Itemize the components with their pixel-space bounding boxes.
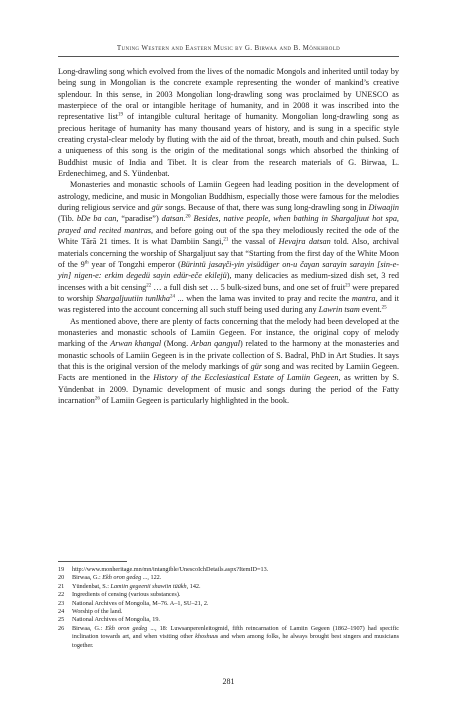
text-run: were prepared to worship (58, 282, 399, 303)
text-run: As mentioned above, there are plenty of facts concerning that the melody had been developed at the monasteries and monastic schools of Lamiin Gegeen. For instance, the original copy of melody marking of the (58, 316, 399, 349)
footnote-ref: th (84, 260, 89, 266)
italic-run: gür (250, 361, 263, 371)
footnote-number: 20 (58, 574, 65, 582)
text-run: , as written by S. Yündenbat in 2009. Dynamic development of music and songs during the period of the Fatty incarnation (58, 373, 399, 405)
footnote (58, 583, 399, 591)
italic-run: khoshuu (195, 633, 216, 641)
text-run: , “paradise”) (116, 214, 162, 224)
footnotes (58, 566, 399, 650)
footnote-ref: 25 (381, 305, 387, 311)
text-run: event. (359, 305, 382, 315)
text-run: of intangible cultural heritage of humanity. Mongolian long-drawling song as precious heritage of humanity has many thousand years of history, and is sung in a specific style creating crystal-clear melody by fluting with the aid of the throat, breath, mouth and chin pulsed. Such a uniqueness of this song is the origin of the meditational songs which absorbed the thinking of Buddhist music of India and Tibet. It is clear from the research materials of G. Birwaa, L. Erdenechimeg, and S. Yündenbat. (58, 112, 399, 179)
italic-run: Lamiin gegeenii shawiin tüükh (110, 582, 187, 590)
italic-run: Arban qangγal (190, 339, 241, 349)
italic-run: Lawrin tsam (318, 305, 360, 315)
footnote (58, 616, 399, 624)
text-run: Monasteries and monastic schools of Lamiin Gegeen had leading position in the development of astrology, medicine, and music in Mongolian Buddhism, especially those were famous for the melodies during religious service and (58, 180, 399, 213)
text-run: of Lamiin Gegeen is particularly highlighted in the book. (99, 395, 290, 405)
italic-run: Arwan khangal (110, 339, 162, 349)
footnote-text (72, 625, 399, 650)
text-run: Birwaa, G.: (72, 574, 103, 582)
italic-run: Bürintü jasaγči-yin yisüdüger on-u čaγan sarayin sarayin [sin-e-yin] nigen-e: erkim degedü sayin edür-eče ekilejü (58, 259, 399, 281)
paragraph (58, 179, 399, 315)
footnote-ref: 22 (146, 282, 152, 288)
text-run: s and when among folks, he always brought best singers and musicians together. (72, 633, 399, 649)
footnote-text (72, 566, 399, 574)
footnote-ref: 21 (223, 237, 229, 243)
text-run: told. Also, archival materials concerning the worship of Shargaljuut say that “Starting from the first day of the White Moon of the 9 (58, 237, 399, 269)
footnote (58, 574, 399, 582)
text-run: the vassal of (228, 237, 279, 247)
footnote-text (72, 574, 399, 582)
footnote-text (72, 616, 399, 624)
paragraph (58, 316, 399, 407)
footnote-number: 23 (58, 599, 65, 607)
italic-run: Ekh oron gedeg (102, 574, 142, 582)
text-run: , 142. (186, 582, 201, 590)
footnote-ref: 20 (185, 214, 191, 220)
footnote (58, 591, 399, 599)
text-run: (Tib. (58, 214, 77, 224)
text-run: , and before going out of the spa they melodiously recited the ode of the White Tārā 21 times. It is what Dambiin Sangi, (58, 225, 399, 247)
text-run: Yündenbat, S.: (72, 582, 111, 590)
footnote-text (72, 583, 399, 591)
main-text (58, 66, 399, 406)
italic-run: gür (151, 203, 163, 213)
text-run: Ingredients of censing (various substances). (72, 591, 181, 599)
italic-run: Besides, native people, when bathing in Shargaljuut hot spa, prayed and recited mantras (58, 214, 399, 235)
footnote-ref: 23 (345, 282, 351, 288)
footnote-text (72, 591, 399, 599)
text-run: Birwaa, G.: (72, 624, 106, 632)
text-run: ... when the lama was invited to pray and recite the (174, 293, 352, 303)
footnote (58, 566, 399, 574)
text-run: Worship of the land. (72, 608, 123, 616)
text-run: ..., 18: Luwsanperenleitogmid, fifth reincarnation of Lamiin Gegeen (1862–1907) had specific inclination towards art, and when visiting other (72, 624, 399, 641)
italic-run: Diwaajin (368, 203, 399, 213)
text-run: Long-drawling song which evolved from the lives of the nomadic Mongols and inherited until today by being sung in Mongolian is the concrete example representing the wonder of mankind’s creative splendour. In this sense, in 2003 Mongolian long-drawling song was proclaimed by UNESCO as masterpiece of the oral or intangible heritage of humanity, and in 2008 it was inscribed into the representative list (58, 67, 399, 122)
italic-run: datsan. (161, 214, 186, 224)
italic-run: Hevajra datsan (278, 237, 331, 247)
text-run: song and was recited by Lamiin Gegeen. Facts are mentioned in the (58, 361, 399, 383)
text-run: ), many delicacies as medium-sized dish set, 3 red incenses with a bit censing (58, 271, 400, 292)
italic-run: mantra (351, 293, 376, 303)
footnote-text (72, 608, 399, 616)
text-run: http://www.monheritage.mn/mn/intangible/UnescoIchDetails.aspx?ItemID=13. (72, 566, 269, 573)
footnote (58, 600, 399, 608)
footnote-number: 22 (58, 591, 65, 599)
footnote-number: 21 (58, 582, 65, 590)
text-run: National Archives of Mongolia, M–76. A–1, SU–21, 2. (72, 599, 209, 607)
footnote-text (72, 600, 399, 608)
page-number: 281 (222, 677, 235, 686)
text-run: National Archives of Mongolia, 19. (72, 616, 160, 624)
footnote-ref: 26 (94, 396, 100, 402)
footnote-ref: 19 (118, 112, 124, 118)
footnote-number: 24 (58, 608, 65, 616)
footnote-rule (58, 561, 127, 562)
text-run: year of Tongzhi emperor ( (88, 259, 181, 269)
footnote-ref: 24 (169, 294, 175, 300)
text-run: (Mong. (161, 339, 191, 349)
footnote-number: 26 (58, 624, 65, 632)
running-head: Tuning Western and Eastern Music by G. Birwaa and B. Mönkhbold (116, 44, 341, 52)
text-run: ..., 122. (141, 574, 162, 582)
footnote (58, 625, 399, 650)
italic-run: Shargaljuutiin tunlkha (95, 293, 170, 303)
italic-run: bDe ba can (76, 214, 117, 224)
footnote-number: 19 (58, 566, 65, 573)
footnote-number: 25 (58, 616, 65, 624)
paragraph (58, 66, 399, 179)
text-run: … a full dish set … 5 bulk-sized buns, and one set of fruit (151, 282, 346, 292)
text-run: , and it was registered into the account concerning all such stuff being used during any (58, 293, 399, 315)
text-run: songs. Because of that, there was sung long-drawling song in (163, 203, 369, 213)
text-run: ) related to the harmony at the monasteries and monastic schools of Lamiin Gegeen is in the private collection of S. Badral, PhD in Art Studies. It says that this is the original version of the melody markings of (58, 339, 399, 371)
footnote (58, 608, 399, 616)
header-rule (58, 56, 399, 57)
italic-run: History of the Ecclesiastical Estate of Lamiin Gegeen (153, 373, 339, 383)
italic-run: Ekh oron gedeg (105, 624, 148, 632)
